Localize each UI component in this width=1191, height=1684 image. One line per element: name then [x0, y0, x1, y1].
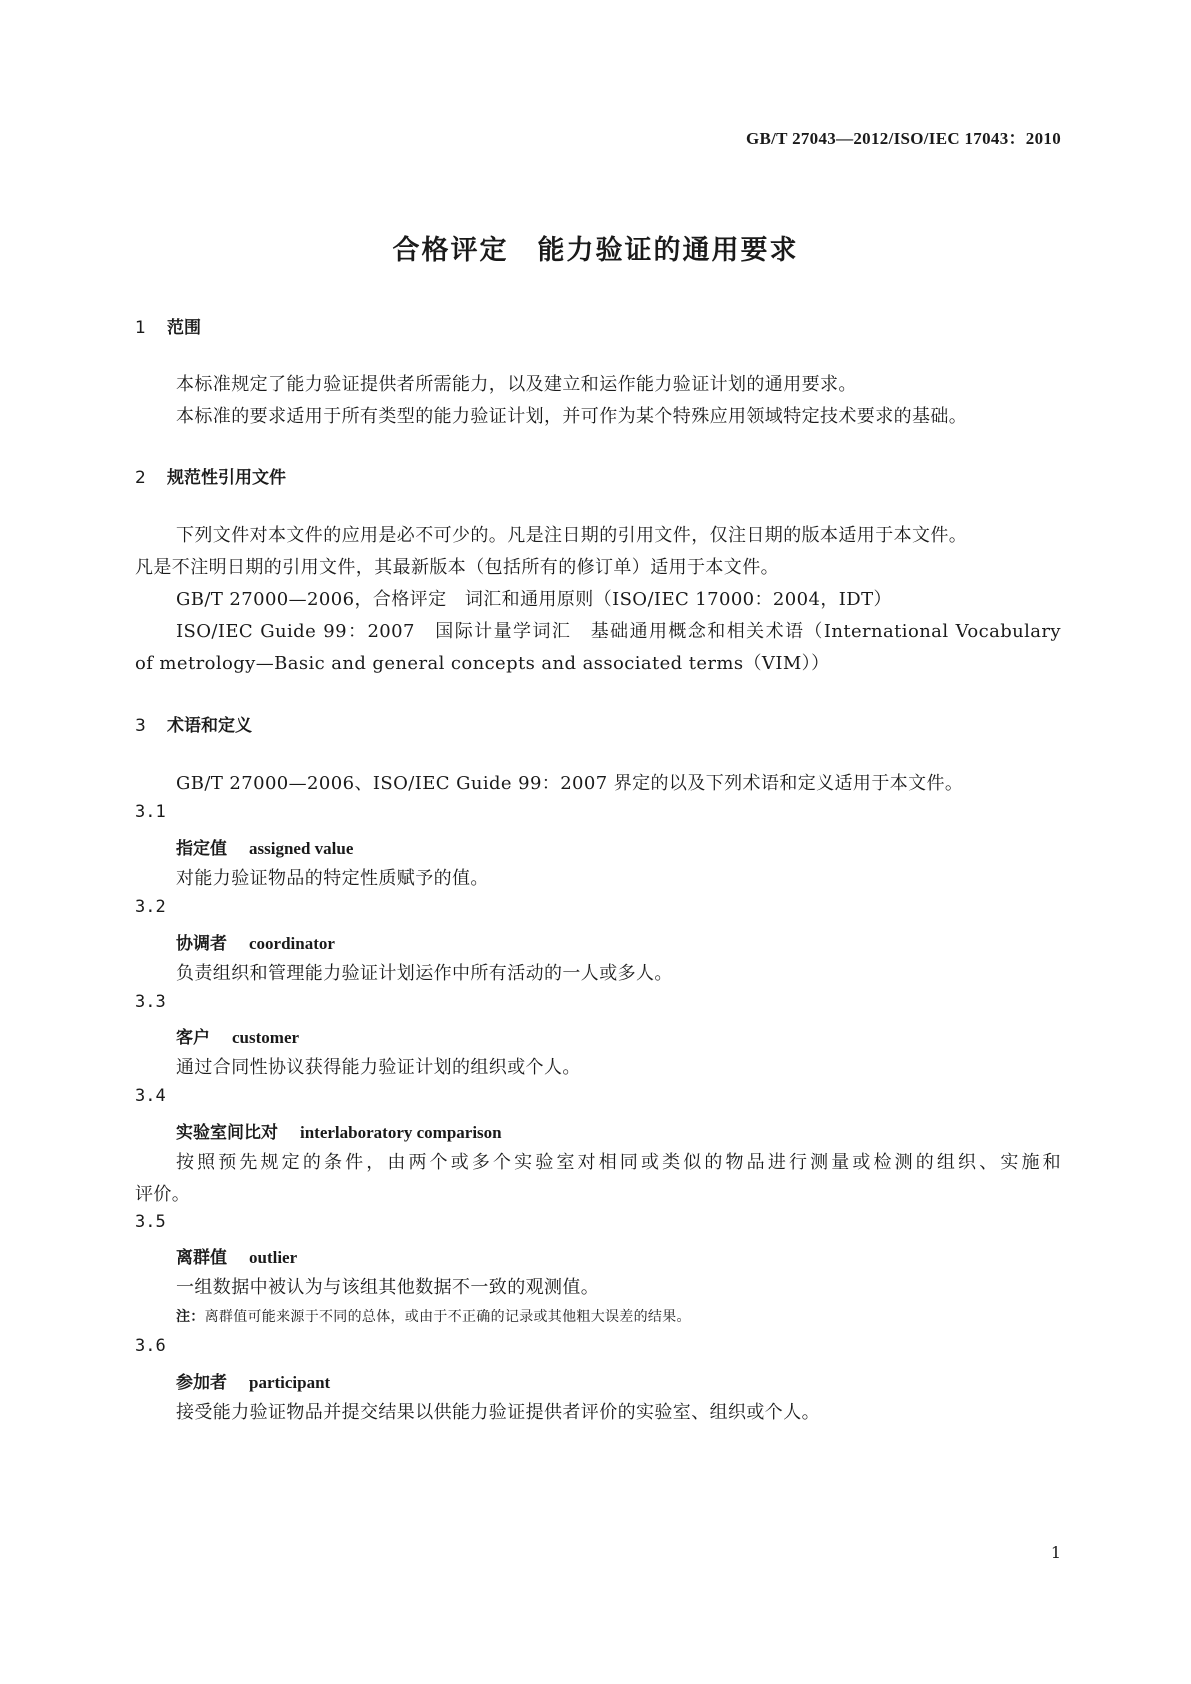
- term-definition: 对能力验证物品的特定性质赋予的值。: [176, 868, 489, 889]
- section-heading-normative-references: [135, 463, 286, 488]
- page-number: 1: [1050, 1543, 1061, 1562]
- term-number: 3.3: [135, 992, 166, 1012]
- term-chinese: 实验室间比对: [176, 1123, 278, 1143]
- section-number: 2: [135, 468, 146, 488]
- paragraph: 本标准的要求适用于所有类型的能力验证计划，并可作为某个特殊应用领域特定技术要求的基础。: [176, 406, 968, 427]
- standard-code: GB/T 27043—2012/ISO/IEC 17043：2010: [746, 129, 1061, 148]
- term-definition: 通过合同性协议获得能力验证计划的组织或个人。: [176, 1057, 581, 1078]
- term-chinese: 参加者: [176, 1373, 227, 1393]
- term-note: [176, 1306, 691, 1326]
- term-definition: 按照预先规定的条件，由两个或多个实验室对相同或类似的物品进行测量或检测的组织、实施和: [176, 1152, 1061, 1173]
- term-number: 3.4: [135, 1086, 166, 1106]
- note-label: 注：: [176, 1309, 205, 1325]
- term-heading: [176, 929, 335, 954]
- document-title: 合格评定 能力验证的通用要求: [392, 235, 799, 266]
- term-chinese: 指定值: [176, 839, 227, 859]
- term-heading: [176, 1118, 502, 1143]
- term-heading: [176, 834, 353, 859]
- term-heading: [176, 1368, 330, 1393]
- section-heading-scope: [135, 313, 201, 338]
- term-number: 3.1: [135, 802, 166, 822]
- term-number: 3.2: [135, 897, 166, 917]
- paragraph: 下列文件对本文件的应用是必不可少的。凡是注日期的引用文件，仅注日期的版本适用于本文件。: [176, 525, 968, 546]
- term-heading: [176, 1243, 297, 1268]
- term-english: coordinator: [249, 934, 335, 953]
- term-definition: 接受能力验证物品并提交结果以供能力验证提供者评价的实验室、组织或个人。: [176, 1402, 820, 1423]
- paragraph: GB/T 27000—2006、ISO/IEC Guide 99：2007 界定的以及下列术语和定义适用于本文件。: [176, 773, 964, 794]
- term-number: 3.5: [135, 1212, 166, 1232]
- reference-item: ISO/IEC Guide 99：2007 国际计量学词汇 基础通用概念和相关术语（International Vocabulary: [176, 621, 1061, 642]
- term-english: interlaboratory comparison: [300, 1123, 502, 1142]
- section-heading-terms-definitions: [135, 711, 252, 736]
- section-title: 规范性引用文件: [167, 468, 286, 488]
- term-english: assigned value: [249, 839, 354, 858]
- paragraph-continuation: 凡是不注明日期的引用文件，其最新版本（包括所有的修订单）适用于本文件。: [135, 557, 779, 578]
- note-text: 离群值可能来源于不同的总体，或由于不正确的记录或其他粗大误差的结果。: [204, 1309, 691, 1325]
- term-definition-continuation: 评价。: [135, 1184, 191, 1205]
- paragraph: 本标准规定了能力验证提供者所需能力，以及建立和运作能力验证计划的通用要求。: [176, 374, 857, 395]
- reference-item-continuation: of metrology—Basic and general concepts and associated terms（VIM））: [135, 653, 830, 674]
- section-title: 范围: [167, 318, 201, 338]
- term-chinese: 协调者: [176, 934, 227, 954]
- section-title: 术语和定义: [167, 716, 252, 736]
- term-chinese: 客户: [176, 1028, 210, 1048]
- term-definition: 负责组织和管理能力验证计划运作中所有活动的一人或多人。: [176, 963, 673, 984]
- term-english: customer: [232, 1028, 300, 1047]
- term-heading: [176, 1023, 299, 1048]
- term-english: outlier: [249, 1248, 298, 1267]
- reference-item: GB/T 27000—2006，合格评定 词汇和通用原则（ISO/IEC 17000：2004，IDT）: [176, 589, 892, 610]
- section-number: 1: [135, 318, 146, 338]
- term-number: 3.6: [135, 1336, 166, 1356]
- term-chinese: 离群值: [176, 1248, 227, 1268]
- term-definition: 一组数据中被认为与该组其他数据不一致的观测值。: [176, 1277, 600, 1298]
- term-english: participant: [249, 1373, 331, 1392]
- section-number: 3: [135, 716, 146, 736]
